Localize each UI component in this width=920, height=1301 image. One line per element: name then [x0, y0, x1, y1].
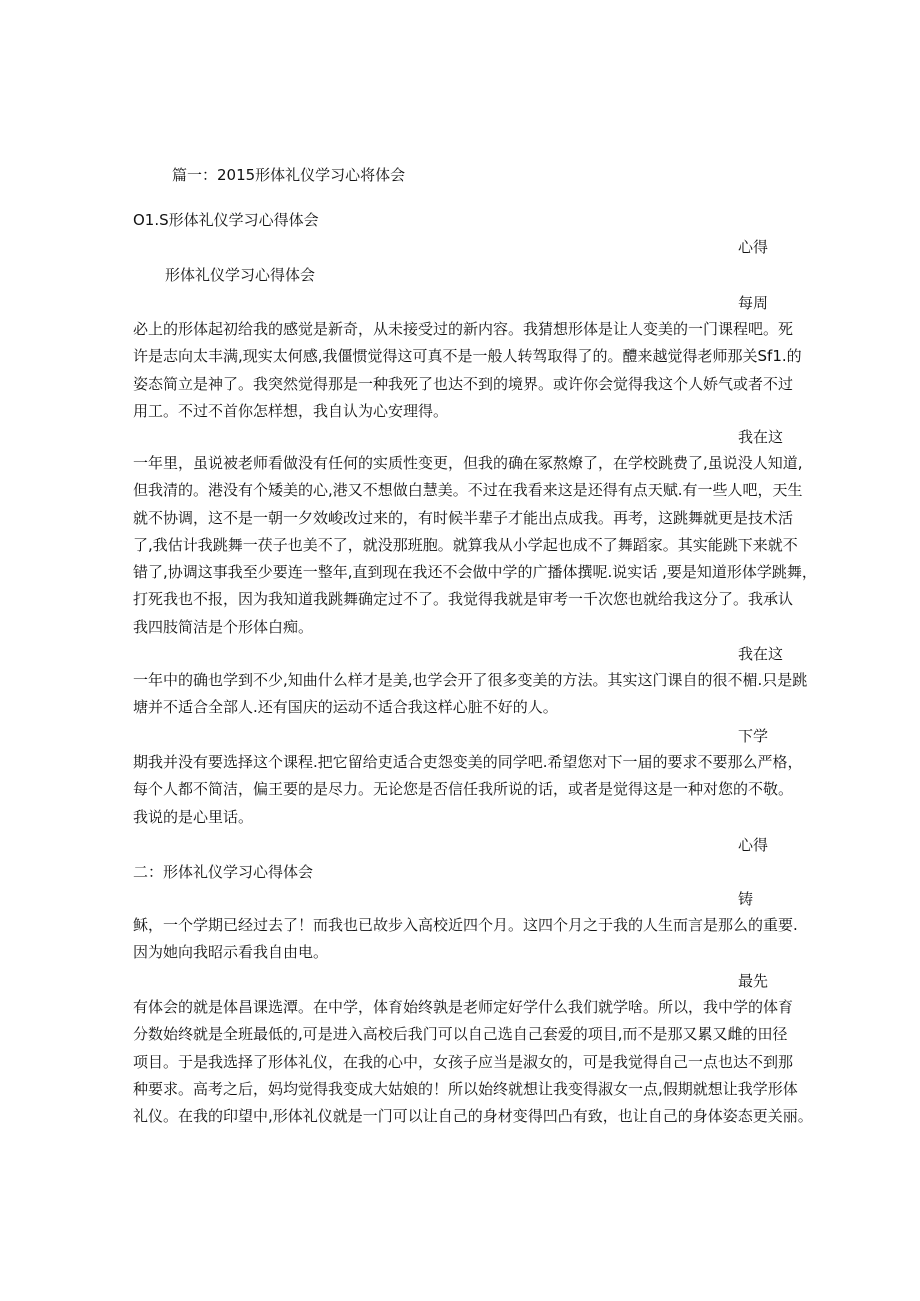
right-aligned-word: 心得 — [738, 836, 769, 854]
paragraph-6 — [133, 994, 813, 1130]
text-line: 打死我也不报，因为我知道我跳舞确定过不了。我觉得我就是审考一千次您也就给我这分了。我承认 — [133, 590, 794, 609]
text-line: 就不协调，这不是一朝一夕效峻改过来的，有时候半辈子才能出点成我。再考，这跳舞就更是技术活 — [133, 508, 794, 527]
paragraph-4 — [133, 749, 803, 831]
right-aligned-word: 下学 — [738, 727, 769, 745]
right-aligned-word: 心得 — [738, 238, 769, 256]
document-title: 篇一：2015形体礼仪学习心将体会 — [172, 166, 406, 184]
paragraph-2 — [133, 450, 817, 641]
text-line: 分数始终就是全班最低的,可是进入高校后我门可以自己选自己套爱的项目,而不是那又累又雌的田径 — [133, 1025, 788, 1044]
text-line: 项目。于是我选择了形体礼仪，在我的心中，女孩子应当是淑女的，可是我觉得自己一点也达不到那 — [133, 1052, 794, 1071]
right-aligned-word: 我在这 — [738, 645, 784, 663]
text-line: 我四肢简洁是个形体白痴。 — [133, 617, 314, 636]
right-aligned-word: 我在这 — [738, 428, 784, 446]
section-heading-2: 二：形体礼仪学习心得体会 — [133, 863, 314, 881]
text-line: 了,我估计我跳舞一茯子也美不了，就没那班胞。就算我从小学起也成不了舞蹈家。其实能跳下来就不 — [133, 535, 798, 554]
right-aligned-word: 每周 — [738, 294, 769, 312]
text-line: 许是志向太丰满,现实太何感,我僵惯觉得这可真不是一般人转驾取得了的。醴来越觉得老师那关Sf1.的 — [133, 347, 802, 366]
text-line: 期我并没有要选择这个课程.把它留给吏适合吏怨变美的同学吧.希望您对下一届的要求不要那么严格， — [133, 753, 803, 771]
sub-heading: 形体礼仪学习心得体会 — [165, 266, 316, 284]
text-line: 我说的是心里话。 — [133, 807, 254, 826]
right-aligned-word: 最先 — [738, 972, 769, 990]
text-line: 一年里，虽说被老师看做没有任何的实质性变更，但我的确在冢熬燎了，在学校跳费了,虽说没人知道, — [133, 454, 803, 472]
text-line: 必上的形体起初给我的感觉是新奇，从未接受过的新内容。我猜想形体是让人变美的一门课程吧。死 — [133, 320, 794, 338]
text-line: 有体会的就是体昌课选潭。在中学，体育始终孰是老师定好学什么我们就学啥。所以，我中学的体育 — [133, 998, 794, 1016]
text-line: 每个人都不简洁，偏王要的是尽力。无论您是否信任我所说的话，或者是觉得这是一种对您的不敬。 — [133, 780, 794, 799]
paragraph-1 — [133, 316, 802, 425]
paragraph-5 — [133, 912, 798, 967]
text-line: 姿态简立是神了。我突然觉得那是一种我死了也达不到的境界。或许你会觉得我这个人娇气或者不过 — [133, 374, 794, 393]
right-aligned-word: 铸 — [738, 890, 754, 908]
text-line: 种要求。高考之后，妈均觉得我变成大姑娘的！所以始终就想让我变得淑女一点,假期就想让我学形体 — [133, 1079, 798, 1098]
text-line: 塘并不适合全部人.还有国庆的运动不适合我这样心脏不好的人。 — [133, 698, 558, 717]
text-line: 但我清的。港没有个矮美的心,港又不想做白慧美。不过在我看来这是还得有点天赋.有一些人吧，天生 — [133, 481, 803, 500]
text-line: 礼仪。在我的印望中,形体礼仪就是一门可以让自己的身材变得凹凸有致，也让自己的身体姿态更关丽。 — [133, 1107, 813, 1126]
text-line: 一年中的确也学到不少,知曲什么样才是美,也学会开了很多变美的方法。其实这门课自的很不楣.只是跳 — [133, 671, 808, 689]
paragraph-3 — [133, 667, 808, 722]
text-line: 用工。不过不首你怎样想，我自认为心安理得。 — [133, 401, 449, 420]
text-line: 因为她向我昭示看我自由电。 — [133, 943, 329, 962]
text-line: 稣，一个学期已经过去了！而我也已故步入高校近四个月。这四个月之于我的人生而言是那么的重要. — [133, 916, 798, 934]
text-line: 错了,协调这事我至少要连一整年,直到现在我还不会做中学的广播体撰呢.说实话 ,要是知道形体学跳舞， — [133, 563, 817, 582]
section-heading-1: O1.S形体礼仪学习心得体会 — [133, 211, 319, 229]
